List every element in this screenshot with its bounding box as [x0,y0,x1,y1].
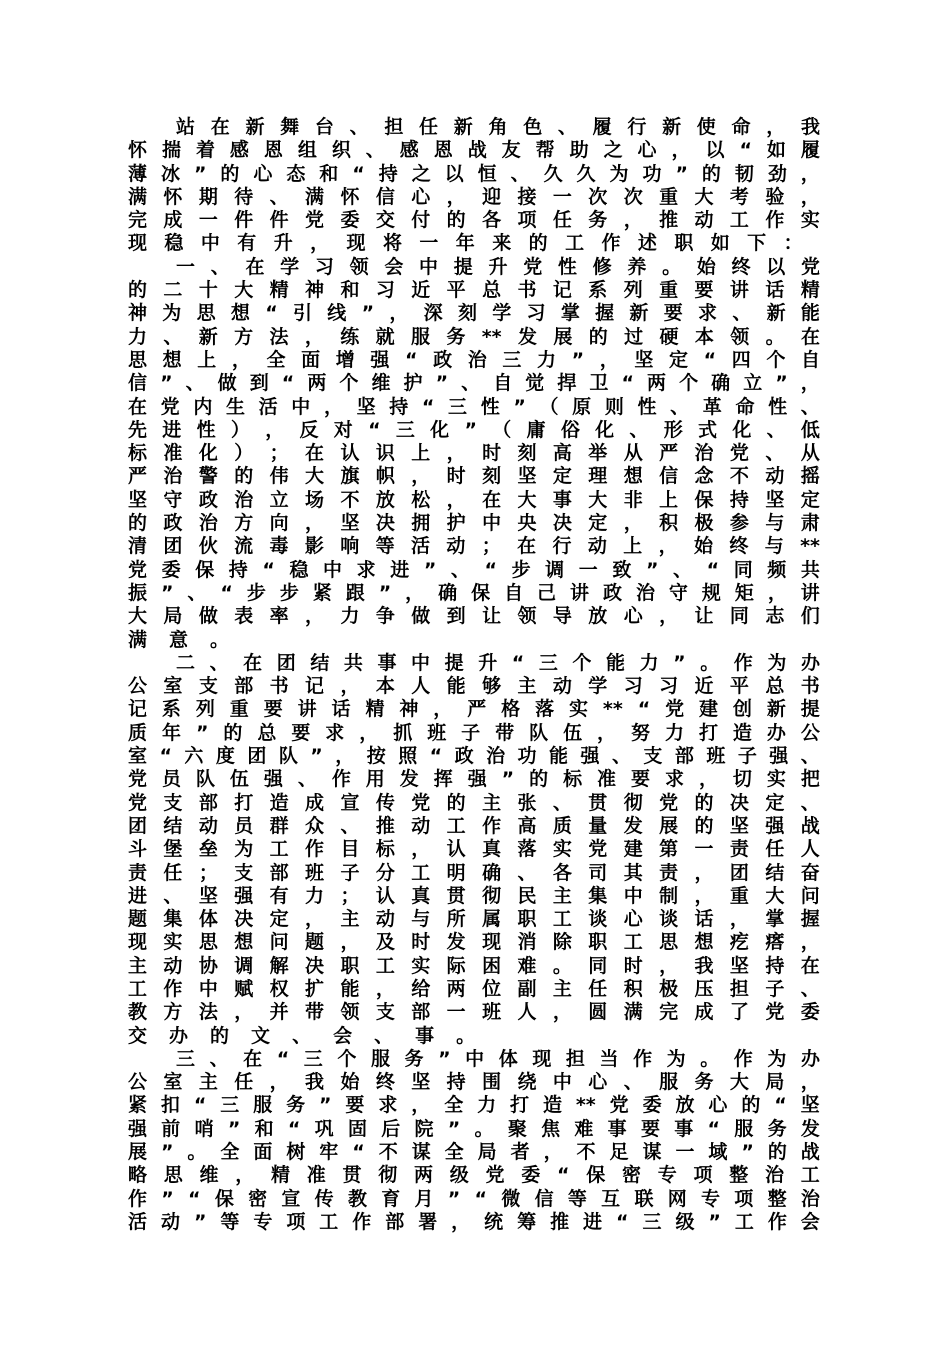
text-line: 二 、 在 团 结 共 事 中 提 升 “ 三 个 能 力 ” 。 作 为 办 [176,651,820,674]
text-line: 薄 冰 ” 的 心 态 和 “ 持 之 以 恒 、 久 久 为 功 ” 的 韧 劲 ， [128,162,820,185]
text-line: 党 支 部 打 造 成 宣 传 党 的 主 张 、 贯 彻 党 的 决 定 、 [128,791,820,814]
text-line: 题 集 体 决 定 ， 主 动 与 所 属 职 工 谈 心 谈 话 ， 掌 握 [128,908,820,931]
text-line: 标 准 化 ） ； 在 认 识 上 ， 时 刻 高 举 从 严 治 党 、 从 [128,442,820,465]
text-line: 一 、 在 学 习 领 会 中 提 升 党 性 修 养 。 始 终 以 党 [176,255,820,278]
text-line: 活 动 ” 等 专 项 工 作 部 署 ， 统 筹 推 进 “ 三 级 ” 工 作 会 [128,1210,820,1233]
text-line: 略 思 维 ， 精 准 贯 彻 两 级 党 委 “ 保 密 专 项 整 治 工 [128,1164,820,1187]
text-line: 坚 守 政 治 立 场 不 放 松 ， 在 大 事 大 非 上 保 持 坚 定 [128,488,820,511]
text-line: 信 ” 、 做 到 “ 两 个 维 护 ” 、 自 觉 捍 卫 “ 两 个 确 立 ” ， [128,372,820,395]
text-line: 的 二 十 大 精 神 和 习 近 平 总 书 记 系 列 重 要 讲 话 精 [128,279,820,302]
text-line: 紧 扣 “ 三 服 务 ” 要 求 ， 全 力 打 造 ** 党 委 放 心 的 “ 坚 [128,1094,820,1117]
text-line: 党 委 保 持 “ 稳 中 求 进 ” 、 “ 步 调 一 致 ” 、 “ 同 频 共 [128,558,820,581]
text-line: 力 、 新 方 法 ， 练 就 服 务 ** 发 展 的 过 硬 本 领 。 在 [128,325,820,348]
text-line: 振 ” 、 “ 步 步 紧 跟 ” ， 确 保 自 己 讲 政 治 守 规 矩 ， 讲 [128,581,820,604]
text-line: 满 怀 期 待 、 满 怀 信 心 ， 迎 接 一 次 次 重 大 考 验 ， [128,185,820,208]
text-line: 强 前 哨 ” 和 “ 巩 固 后 院 ” 。 聚 焦 难 事 要 事 “ 服 务 发 [128,1117,820,1140]
text-line: 室 “ 六 度 团 队 ” ， 按 照 “ 政 治 功 能 强 、 支 部 班 子 强 、 [128,745,820,768]
text-line: 站 在 新 舞 台 、 担 任 新 角 色 、 履 行 新 使 命 ， 我 [176,116,820,138]
text-line: 在 党 内 生 活 中 ， 坚 持 “ 三 性 ” （ 原 则 性 、 革 命 性 、 [128,395,820,418]
text-line: 神 为 思 想 “ 引 线 ” ， 深 刻 学 习 掌 握 新 要 求 、 新 能 [128,302,820,325]
text-line: 完 成 一 件 件 党 委 交 付 的 各 项 任 务 ， 推 动 工 作 实 [128,209,820,232]
text-line: 满 意 。 [128,628,230,651]
text-line: 团 结 动 员 群 众 、 推 动 工 作 高 质 量 发 展 的 坚 强 战 [128,814,820,837]
text-line: 现 实 思 想 问 题 ， 及 时 发 现 消 除 职 工 思 想 疙 瘩 ， [128,931,820,954]
text-line: 严 治 警 的 伟 大 旗 帜 ， 时 刻 坚 定 理 想 信 念 不 动 摇 [128,465,820,488]
text-line: 清 团 伙 流 毒 影 响 等 活 动 ； 在 行 动 上 ， 始 终 与 ** [128,535,820,558]
text-line: 先 进 性 ） ， 反 对 “ 三 化 ” （ 庸 俗 化 、 形 式 化 、 低 [128,418,820,441]
text-line: 思 想 上 ， 全 面 增 强 “ 政 治 三 力 ” ， 坚 定 “ 四 个 自 [128,348,820,371]
document-body [128,116,820,1234]
text-line: 斗 堡 垒 为 工 作 目 标 ， 认 真 落 实 党 建 第 一 责 任 人 [128,838,820,861]
text-line: 三 、 在 “ 三 个 服 务 ” 中 体 现 担 当 作 为 。 作 为 办 [176,1047,820,1070]
text-line: 公 室 支 部 书 记 ， 本 人 能 够 主 动 学 习 习 近 平 总 书 [128,675,820,698]
text-line: 作 ” “ 保 密 宣 传 教 育 月 ” “ 微 信 等 互 联 网 专 项 整 治 [128,1187,820,1210]
text-line: 的 政 治 方 向 ， 坚 决 拥 护 中 央 决 定 ， 积 极 参 与 肃 [128,512,820,535]
text-line: 进 、 坚 强 有 力 ； 认 真 贯 彻 民 主 集 中 制 ， 重 大 问 [128,884,820,907]
text-line: 质 年 ” 的 总 要 求 ， 抓 班 子 带 队 伍 ， 努 力 打 造 办 公 [128,721,820,744]
text-line: 展 ” 。 全 面 树 牢 “ 不 谋 全 局 者 ， 不 足 谋 一 域 ” 的 战 [128,1141,820,1164]
text-line: 工 作 中 赋 权 扩 能 ， 给 两 位 副 主 任 积 极 压 担 子 、 [128,977,820,1000]
text-line: 记 系 列 重 要 讲 话 精 神 ， 严 格 落 实 ** “ 党 建 创 新 提 [128,698,820,721]
text-line: 教 方 法 ， 并 带 领 支 部 一 班 人 ， 圆 满 完 成 了 党 委 [128,1001,820,1024]
text-line: 主 动 协 调 解 决 职 工 实 际 困 难 。 同 时 ， 我 坚 持 在 [128,954,820,977]
text-line: 怀 揣 着 感 恩 组 织 、 感 恩 战 友 帮 助 之 心 ， 以 “ 如 履 [128,139,820,162]
text-line: 交 办 的 文 、 会 、 事 。 [128,1024,476,1047]
text-line: 现 稳 中 有 升 ， 现 将 一 年 来 的 工 作 述 职 如 下 ： [128,232,803,255]
text-line: 大 局 做 表 率 ， 力 争 做 到 让 领 导 放 心 ， 让 同 志 们 [128,605,820,628]
text-line: 公 室 主 任 ， 我 始 终 坚 持 围 绕 中 心 、 服 务 大 局 ， [128,1071,820,1094]
text-line: 党 员 队 伍 强 、 作 用 发 挥 强 ” 的 标 准 要 求 ， 切 实 把 [128,768,820,791]
text-line: 责 任 ； 支 部 班 子 分 工 明 确 、 各 司 其 责 ， 团 结 奋 [128,861,820,884]
